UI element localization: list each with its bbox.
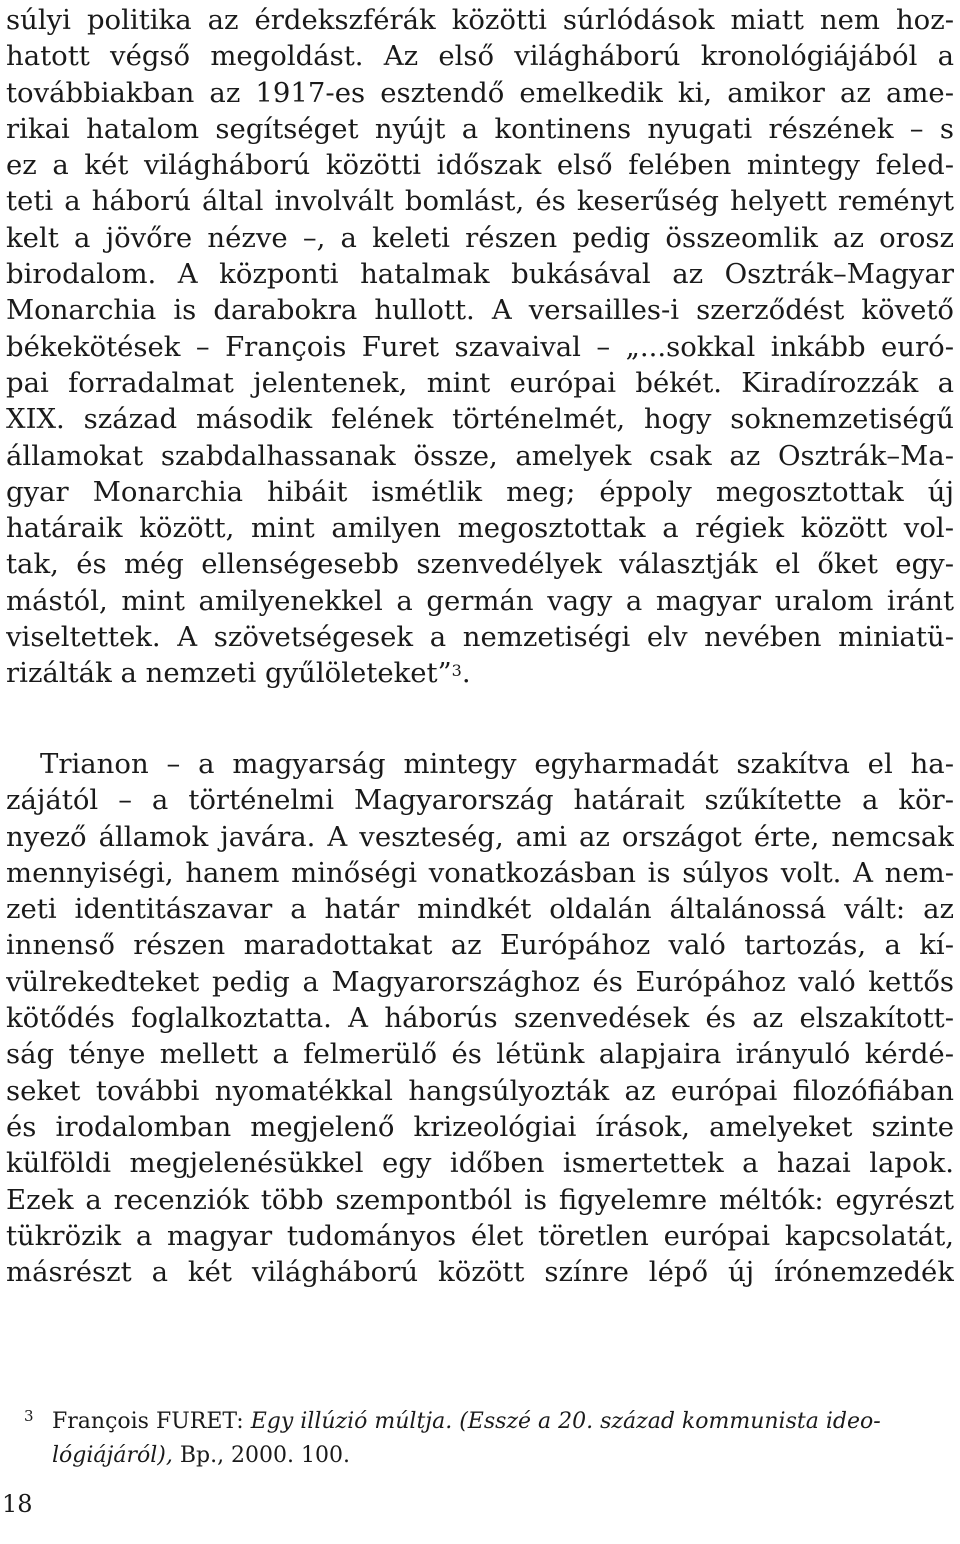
- text-line: zájától – a történelmi Magyarország határait szűkítette a kör-: [6, 784, 954, 817]
- text-line: határaik között, mint amilyen megosztottak a régiek között vol-: [6, 512, 954, 545]
- page-number: 18: [2, 1490, 33, 1518]
- text-line: innenső részen maradottakat az Európához való tartozás, a kí-: [6, 929, 954, 962]
- text-line: hatott végső megoldást. Az első világháború kronológiájából a: [6, 40, 954, 73]
- paragraph-1: [6, 2, 954, 692]
- text-line: teti a háború által involvált bomlást, és keserűség helyett reményt: [6, 185, 954, 218]
- text-line: tak, és még ellenségesebb szenvedélyek választják el őket egy-: [6, 548, 954, 581]
- text-line: XIX. század második felének történelmét, hogy soknemzetiségű: [6, 403, 954, 436]
- footnote-title-2: lógiájáról),: [52, 1443, 173, 1468]
- text-line: rikai hatalom segítséget nyújt a kontinens nyugati részének – s: [6, 112, 954, 145]
- text-line: [6, 655, 954, 691]
- footnote-line-2: [52, 1439, 954, 1473]
- text-line: birodalom. A központi hatalmak bukásával az Osztrák–Magyar: [6, 258, 954, 291]
- text-line: zeti identitászavar a határ mindkét oldalán általánossá vált: az: [6, 893, 954, 926]
- footnote-citation: Bp., 2000. 100.: [172, 1443, 351, 1468]
- text-line: Ezek a recenziók több szempontból is figyelemre méltók: egyrészt: [6, 1183, 954, 1216]
- footnote-line-1: [52, 1405, 954, 1439]
- text-line: kelt a jövőre nézve –, a keleti részen pedig összeomlik az orosz: [6, 221, 954, 254]
- text-line: és irodalomban megjelenő krizeológiai írások, amelyeket szinte: [6, 1110, 954, 1143]
- text-line: seket további nyomatékkal hangsúlyozták az európai filozófiában: [6, 1074, 954, 1107]
- footnote-body: [52, 1405, 954, 1473]
- text-line: gyar Monarchia hibáit ismétlik meg; éppoly megosztottak új: [6, 475, 954, 508]
- text-line: Monarchia is darabokra hullott. A versailles-i szerződést követő: [6, 294, 954, 327]
- text-line: másrészt a két világháború között színre lépő új írónemzedék: [6, 1256, 954, 1289]
- text-line: mennyiségi, hanem minőségi vonatkozásban is súlyos volt. A nem-: [6, 856, 954, 889]
- text-line: ez a két világháború közötti időszak első felében mintegy feled-: [6, 149, 954, 182]
- text-line: Trianon – a magyarság mintegy egyharmadát szakítva el ha-: [40, 748, 954, 780]
- text-line: kötődés foglalkoztatta. A háborús szenvedések és az elszakított-: [6, 1002, 954, 1035]
- text-line: békekötések – François Furet szavaival – „...sokkal inkább euró-: [6, 330, 954, 363]
- text-line: súlyi politika az érdekszférák közötti súrlódások miatt nem hoz-: [6, 4, 954, 36]
- text-line: továbbiakban az 1917-es esztendő emelkedik ki, amikor az ame-: [6, 76, 954, 109]
- text-line: vülrekedteket pedig a Magyarországhoz és Európához való kettős: [6, 965, 954, 998]
- text-line: tükrözik a magyar tudományos élet töretlen európai kapcsolatát,: [6, 1219, 954, 1252]
- text-line: államokat szabdalhassanak össze, amelyek csak az Osztrák–Ma-: [6, 439, 954, 472]
- text-line: külföldi megjelenésükkel egy időben ismertettek a hazai lapok.: [6, 1147, 954, 1180]
- paragraph-2: [6, 746, 954, 1290]
- footnote-author: François FURET:: [52, 1409, 251, 1434]
- text-line: mástól, mint amilyenekkel a germán vagy a magyar uralom iránt: [6, 584, 954, 617]
- footnote-number: 3: [24, 1407, 34, 1425]
- sentence-end: .: [461, 657, 471, 690]
- text-line: viseltettek. A szövetségesek a nemzetiségi elv nevében miniatü-: [6, 621, 954, 654]
- footnote-reference: 3: [451, 661, 462, 681]
- text-line: nyező államok javára. A veszteség, ami az országot érte, nemcsak: [6, 820, 954, 853]
- text-line: pai forradalmat jelentenek, mint európai békét. Kiradírozzák a: [6, 366, 954, 399]
- text-line-content: rizálták a nemzeti gyűlöleteket”: [6, 657, 452, 690]
- text-line: ság ténye mellett a felmerülő és létünk alapjaira irányuló kérdé-: [6, 1038, 954, 1071]
- footnote-title-1: Egy illúzió múltja. (Esszé a 20. század kommunista ideo-: [250, 1409, 881, 1434]
